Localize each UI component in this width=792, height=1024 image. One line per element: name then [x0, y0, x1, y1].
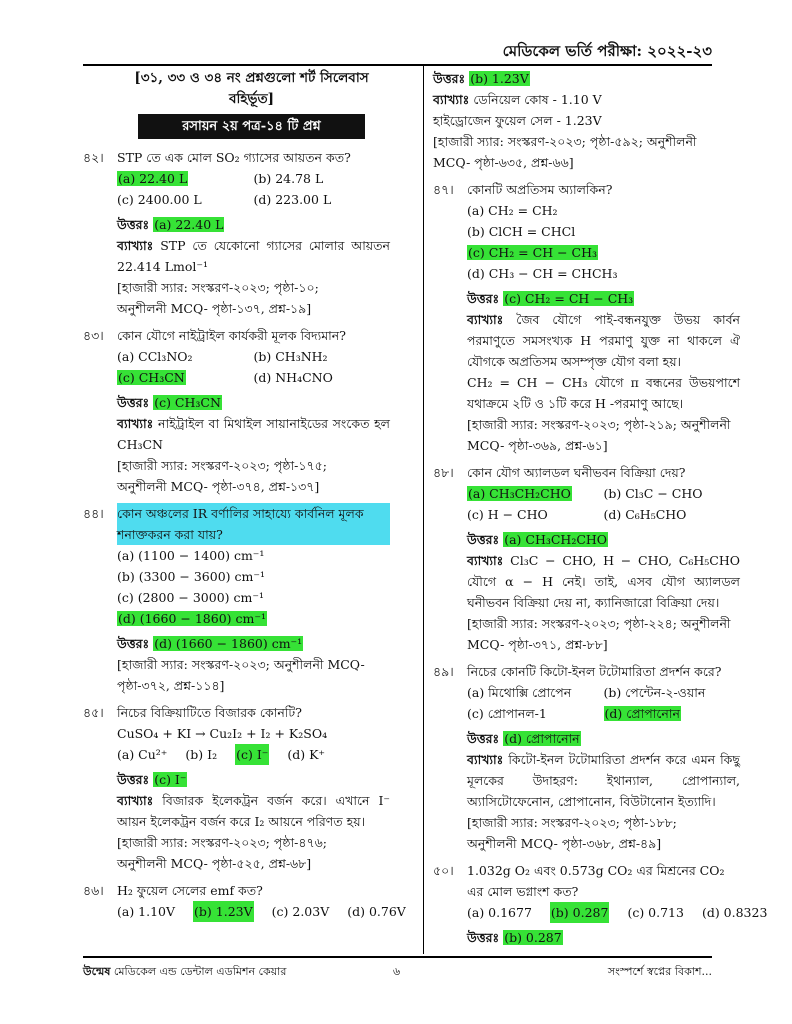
answer-label: উত্তরঃ [467, 731, 500, 746]
option-d: (d) CH₃ − CH = CHCH₃ [467, 266, 618, 281]
explanation-text: ডেনিয়েল কোষ - 1.10 V [473, 92, 602, 107]
answer-label: উত্তরঃ [117, 217, 150, 232]
option-d: (d) NH₄CNO [253, 370, 333, 385]
answer-label: উত্তরঃ [467, 532, 500, 547]
left-column [83, 68, 406, 928]
brand-name: উন্মেষ [83, 965, 111, 978]
reference-line-1: [হাজারী স্যার: সংস্করণ-২০২৩; পৃষ্ঠা-২১৯; অনুশীলনী [467, 417, 731, 432]
page-number: ৬ [393, 965, 401, 978]
question-50 [433, 860, 768, 948]
explanation-label: ব্যাখ্যাঃ [467, 752, 504, 767]
question-47 [433, 179, 740, 456]
option-b: (b) (3300 − 3600) cm⁻¹ [117, 569, 265, 584]
explanation-text: STP তে যেকোনো গ্যাসের মোলার আয়তন 22.414 Lmol⁻¹ [117, 238, 390, 274]
question-48 [433, 462, 740, 655]
option-d: (d) C₆H₅CHO [603, 507, 687, 522]
reference-line-2: অনুশীলনী MCQ- পৃষ্ঠা-৫২৫, প্রশ্ন-৬৮] [117, 856, 312, 871]
option-a: (a) 22.40 L [118, 171, 188, 186]
option-c: (c) I⁻ [235, 744, 269, 765]
reference-line-1: [হাজারী স্যার: সংস্করণ-২০২৩; পৃষ্ঠা-৪৭৬; [117, 835, 327, 850]
explanation-label: ব্যাখ্যাঃ [433, 92, 470, 107]
reference-line-2: MCQ- পৃষ্ঠা-৩৭১, প্রশ্ন-৮৮] [467, 637, 608, 652]
explanation-text: বিজারক ইলেকট্রন বর্জন করে। এখানে I⁻ আয়ন ইলেকট্রন বর্জন করে I₂ আয়নে পরিণত হয়। [117, 793, 390, 829]
option-b: (b) পেন্টেন-২-ওয়ান [603, 685, 706, 700]
question-46-answer [433, 68, 740, 173]
explanation-text-2: হাইড্রোজেন ফুয়েল সেল - 1.23V [433, 113, 602, 128]
reference-line-1: [হাজারী স্যার: সংস্করণ-২০২৩; পৃষ্ঠা-১০; [117, 280, 319, 295]
question-44 [83, 503, 390, 696]
option-b: (b) I₂ [185, 747, 218, 762]
option-a: (a) CCl₃NO₂ [117, 349, 193, 364]
reference-line-2: পৃষ্ঠা-৩৭২, প্রশ্ন-১১৪] [117, 678, 225, 693]
question-text: কোন অঞ্চলের IR বর্ণালির সাহায্যে কার্বনিল মূলক শনাক্তকরন করা যায়? [117, 503, 390, 545]
option-a: (a) CH₃CH₂CHO [468, 486, 571, 501]
option-a: (a) 1.10V [117, 904, 176, 919]
option-c: (c) 0.713 [627, 905, 684, 920]
option-a: (a) 0.1677 [467, 905, 532, 920]
reference-line-1: [হাজারী স্যার: সংস্করণ-২০২৩; পৃষ্ঠা-৫৯২; অনুশীলনী [433, 134, 697, 149]
question-46 [83, 880, 406, 922]
option-c: (c) প্রোপানল-1 [467, 706, 547, 721]
answer-value: (c) CH₃CN [154, 395, 221, 410]
explanation-text: জৈব যৌগে পাই-বন্ধনযুক্ত উভয় কার্বন পরমাণুতে সমসংখ্যক H পরমাণু যুক্ত না থাকলে ঐ যৌগকে অপ্রতিসম অসম্পৃক্ত যৌগ বলা হয়। [467, 312, 740, 369]
option-d: (d) 0.76V [347, 904, 406, 919]
option-c: (c) CH₂ = CH − CH₃ [468, 245, 597, 260]
question-number: ৪৮। [433, 465, 454, 480]
reference-line-2: অনুশীলনী MCQ- পৃষ্ঠা-৩৬৮, প্রশ্ন-৪৯] [467, 836, 662, 851]
footer-brand [83, 963, 286, 982]
option-d: (d) প্রোপানোন [604, 706, 680, 721]
reference-line-1: [হাজারী স্যার: সংস্করণ-২০২৩; অনুশীলনী MCQ- [117, 657, 365, 672]
option-c: (c) (2800 − 3000) cm⁻¹ [117, 590, 264, 605]
option-d: (d) (1660 − 1860) cm⁻¹ [118, 611, 266, 626]
option-b: (b) Cl₃C − CHO [603, 486, 703, 501]
option-b: (b) 1.23V [193, 901, 254, 922]
question-text: 1.032g O₂ এবং 0.573g CO₂ এর মিশ্রনের CO₂ এর মোল ভগ্নাংশ কত? [467, 863, 725, 899]
reference-line-2: MCQ- পৃষ্ঠা-৬৩৫, প্রশ্ন-৬৬] [433, 155, 574, 170]
question-text: নিচের বিক্রিয়াটিতে বিজারক কোনটি? [117, 705, 302, 720]
answer-value: (d) প্রোপানোন [504, 731, 580, 746]
question-number: ৪২। [83, 150, 104, 165]
right-column [433, 68, 768, 954]
answer-label: উত্তরঃ [117, 395, 150, 410]
answer-label: উত্তরঃ [433, 71, 466, 86]
explanation-text: Cl₃C − CHO, H − CHO, C₆H₅CHO যৌগে α − H নেই। তাই, এসব যৌগ অ্যালডল ঘনীভবন বিক্রিয়া দেয় না, ক্যানিজারো বিক্রিয়া দেয়। [467, 553, 740, 610]
answer-label: উত্তরঃ [467, 930, 500, 945]
answer-value: (b) 0.287 [504, 930, 562, 945]
option-a: (a) (1100 − 1400) cm⁻¹ [117, 548, 265, 563]
reference-line-2: অনুশীলনী MCQ- পৃষ্ঠা-১৩৭, প্রশ্ন-১৯] [117, 301, 312, 316]
question-number: ৪৯। [433, 664, 454, 679]
question-text: H₂ ফুয়েল সেলের emf কত? [117, 883, 263, 898]
question-45 [83, 702, 390, 874]
page-header [83, 40, 712, 66]
syllabus-note: [৩১, ৩৩ ও ৩৪ নং প্রশ্নগুলো শর্ট সিলেবাস বহির্ভূত] [134, 70, 369, 107]
question-43 [83, 325, 390, 497]
option-b: (b) CH₃NH₂ [253, 349, 328, 364]
reference-line-1: [হাজারী স্যার: সংস্করণ-২০২৩; পৃষ্ঠা-২২৪; অনুশীলনী [467, 616, 731, 631]
explanation-text: নাইট্রাইল বা মিথাইল সায়ানাইডের সংকেত হল CH₃CN [117, 416, 390, 452]
equation: CuSO₄ + KI → Cu₂I₂ + I₂ + K₂SO₄ [117, 726, 328, 741]
answer-label: উত্তরঃ [117, 772, 150, 787]
question-42 [83, 147, 390, 319]
question-49 [433, 661, 740, 854]
question-text: কোনটি অপ্রতিসম অ্যালকিন? [467, 182, 613, 197]
header-title: মেডিকেল ভর্তি পরীক্ষা: ২০২২-২৩ [502, 42, 712, 60]
explanation-label: ব্যাখ্যাঃ [117, 238, 154, 253]
option-a: (a) CH₂ = CH₂ [467, 203, 558, 218]
option-c: (c) H − CHO [467, 507, 548, 522]
option-b: (b) 0.287 [550, 902, 610, 923]
explanation-label: ব্যাখ্যাঃ [117, 416, 154, 431]
explanation-text-2: CH₂ = CH − CH₃ যৌগে π বন্ধনের উভয়পাশে যথাক্রমে ২টি ও ১টি করে H -পরমাণু আছে। [467, 375, 740, 411]
answer-value: (c) I⁻ [154, 772, 187, 787]
answer-value: (d) (1660 − 1860) cm⁻¹ [154, 636, 303, 651]
option-a: (a) মিথোক্সি প্রোপেন [467, 685, 572, 700]
explanation-text: কিটো-ইনল টটোমারিতা প্রদর্শন করে এমন কিছু মূলকের উদাহরণ: ইথান্যাল, প্রোপান্যাল, অ্যাসিটোফেনোন, প্রোপানোন, বিউটানোন ইত্যাদি। [467, 752, 740, 809]
question-number: ৪৩। [83, 328, 104, 343]
explanation-label: ব্যাখ্যাঃ [467, 553, 504, 568]
option-c: (c) 2400.00 L [117, 192, 202, 207]
explanation-label: ব্যাখ্যাঃ [467, 312, 504, 327]
column-divider [423, 66, 424, 954]
question-number: ৪৬। [83, 883, 104, 898]
explanation-label: ব্যাখ্যাঃ [117, 793, 154, 808]
question-text: কোন যৌগে নাইট্রাইল কার্যকরী মূলক বিদ্যমান? [117, 328, 346, 343]
option-c: (c) CH₃CN [118, 370, 185, 385]
reference-line-2: অনুশীলনী MCQ- পৃষ্ঠা-৩৭৪, প্রশ্ন-১৩৭] [117, 479, 320, 494]
option-d: (d) 223.00 L [253, 192, 332, 207]
option-d: (d) 0.8323 [701, 905, 768, 920]
footer-slogan: সংস্পর্শে স্বপ্নের বিকাশ... [607, 965, 712, 978]
question-number: ৪৭। [433, 182, 454, 197]
question-text: নিচের কোনটি কিটো-ইনল টটোমারিতা প্রদর্শন করে? [467, 664, 722, 679]
answer-value: (a) CH₃CH₂CHO [504, 532, 608, 547]
option-a: (a) Cu²⁺ [117, 747, 168, 762]
question-text: STP তে এক মোল SO₂ গ্যাসের আয়তন কত? [117, 150, 351, 165]
page-footer [83, 956, 712, 978]
brand-tagline: মেডিকেল এন্ড ডেন্টাল এডমিশন কেয়ার [113, 965, 287, 978]
option-d: (d) K⁺ [287, 747, 326, 762]
section-badge: রসায়ন ২য় পত্র-১৪ টি প্রশ্ন [138, 114, 365, 139]
answer-value: (c) CH₂ = CH − CH₃ [504, 291, 634, 306]
question-number: ৪৫। [83, 705, 104, 720]
answer-label: উত্তরঃ [467, 291, 500, 306]
option-c: (c) 2.03V [271, 904, 330, 919]
answer-value: (a) 22.40 L [154, 217, 224, 232]
question-number: ৫০। [433, 863, 454, 878]
option-b: (b) 24.78 L [253, 171, 324, 186]
question-text: কোন যৌগ অ্যালডল ঘনীভবন বিক্রিয়া দেয়? [467, 465, 686, 480]
answer-value: (b) 1.23V [470, 71, 529, 86]
option-b: (b) ClCH = CHCl [467, 224, 576, 239]
reference-line-2: MCQ- পৃষ্ঠা-৩৬৯, প্রশ্ন-৬১] [467, 438, 608, 453]
reference-line-1: [হাজারী স্যার: সংস্করণ-২০২৩; পৃষ্ঠা-১৮৮; [467, 815, 677, 830]
reference-line-1: [হাজারী স্যার: সংস্করণ-২০২৩; পৃষ্ঠা-১৭৫; [117, 458, 327, 473]
answer-label: উত্তরঃ [117, 636, 150, 651]
question-number: ৪৪। [83, 506, 104, 521]
